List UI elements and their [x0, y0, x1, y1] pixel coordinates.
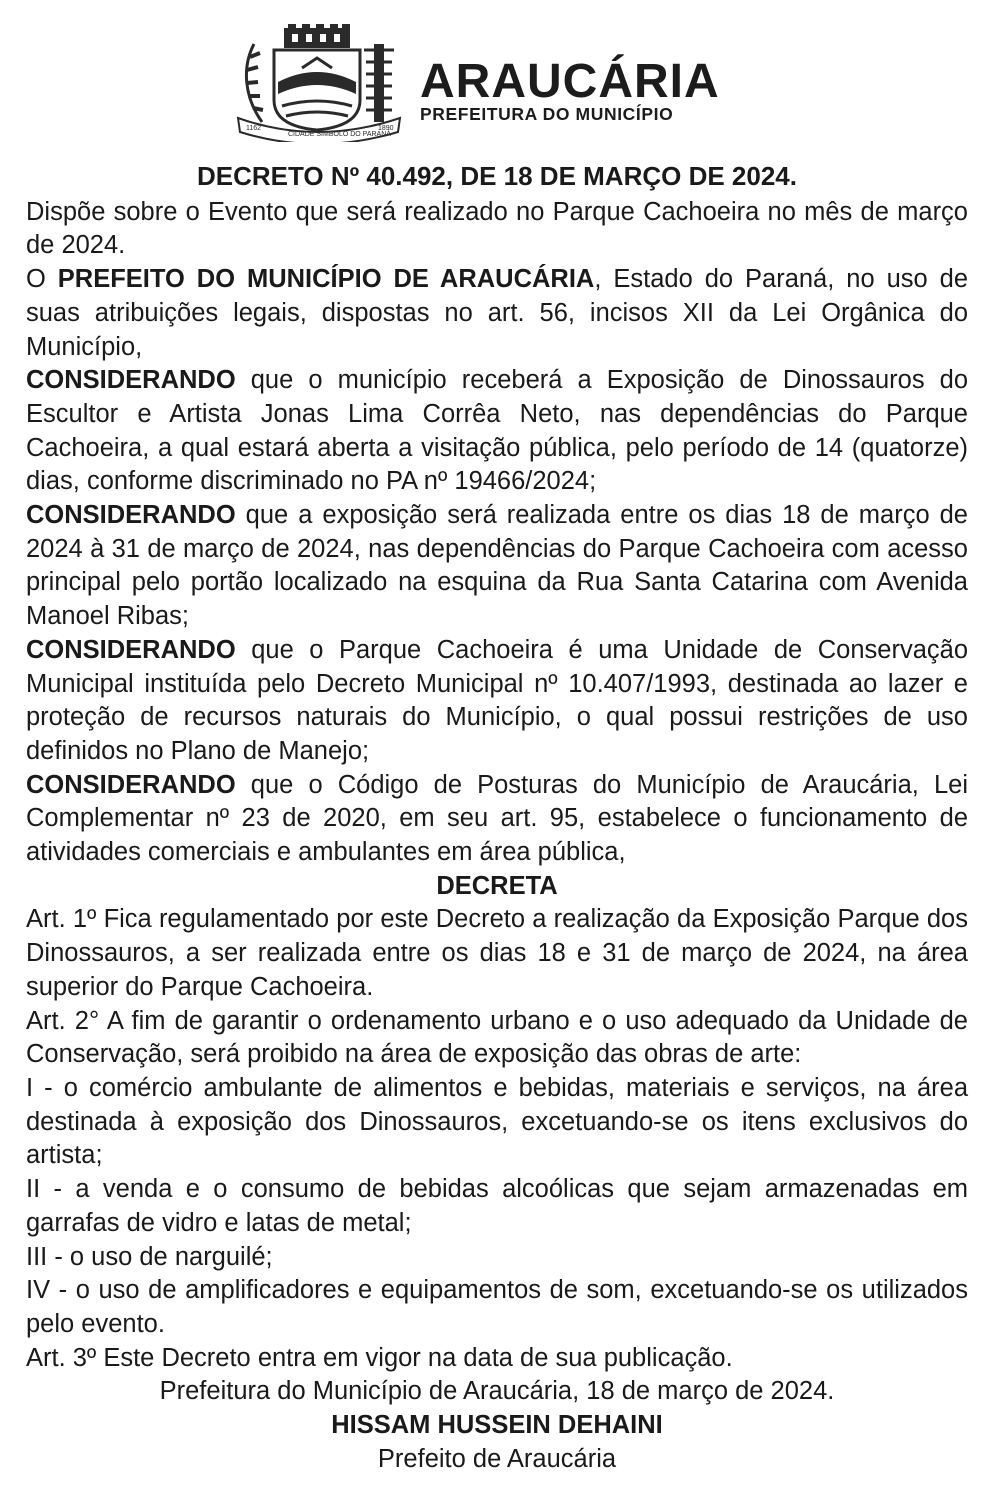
brand-block [420, 55, 720, 124]
signatory-role: Prefeito de Araucária [377, 1444, 617, 1473]
decree-title: DECRETO Nº 40.492, DE 18 DE MARÇO DE 2024. [196, 161, 797, 191]
crest-motto: CIDADE SÍMBOLO DO PARANÁ [288, 131, 391, 138]
article-2-item-2: II - a venda e o consumo de bebidas alcoólicas que sejam armazenadas em garrafas de vidro e latas de metal; [26, 1175, 968, 1237]
considerando-text: que o Código de Posturas do Município de Araucária, Lei Complementar nº 23 de 2020, em seu art. 95, estabelece o funcionamento de atividades comerciais e ambulantes em área pública, [26, 770, 968, 867]
decreta-heading: DECRETA [436, 871, 558, 900]
signatory-name: HISSAM HUSSEIN DEHAINI [331, 1411, 663, 1440]
considerando-1 [26, 364, 968, 499]
article-2-item-3: III - o uso de narguilé; [26, 1242, 273, 1271]
municipal-crest-logo [232, 22, 407, 142]
considerando-text: que a exposição será realizada entre os dias 18 de março de 2024 à 31 de março de 2024, nas dependências do Parque Cachoeira com acesso principal pelo portão localizado na esquina da Rua Santa Catarina com Avenida Manoel Ribas; [26, 501, 968, 631]
page-header [232, 22, 772, 144]
considerando-text: que o Parque Cachoeira é uma Unidade de Conservação Municipal instituída pelo Decreto Municipal nº 10.407/1993, destinada ao lazer e proteção de recursos naturais do Município, o qual possui restrições de uso definidos no Plano de Manejo; [26, 635, 968, 765]
brand-name: ARAUCÁRIA [420, 55, 720, 108]
considerando-text: que o município receberá a Exposição de Dinossauros do Escultor e Artista Jonas Lima Corrêa Neto, nas dependências do Parque Cachoeira, a qual estará aberta a visitação pública, pelo período de 14 (quatorze) dias, conforme discriminado no PA nº 19466/2024; [26, 366, 968, 496]
article-2-item-1: I - o comércio ambulante de alimentos e bebidas, materiais e serviços, na área destinada à exposição dos Dinossauros, excetuando-se os itens exclusivos do artista; [26, 1073, 968, 1170]
article-3: Art. 3º Este Decreto entra em vigor na data de sua publicação. [26, 1343, 733, 1372]
article-2-item-4: IV - o uso de amplificadores e equipamentos de som, excetuando-se os utilizados pelo evento. [26, 1276, 968, 1338]
preamble-text: , Estado do Paraná, no uso de suas atribuições legais, dispostas no art. 56, incisos XII da Lei Orgânica do Município, [26, 265, 968, 361]
article-1: Art. 1º Fica regulamentado por este Decreto a realização da Exposição Parque dos Dinossauros, a ser realizada entre os dias 18 e 31 de março de 2024, na área superior do Parque Cachoeira. [26, 905, 968, 1001]
crest-year-right: 1890 [378, 125, 394, 132]
place-date: Prefeitura do Município de Araucária, 18 de março de 2024. [159, 1377, 835, 1406]
preamble-prefix: O [26, 265, 58, 294]
considerando-4 [26, 769, 968, 870]
considerando-label: CONSIDERANDO [26, 366, 236, 395]
brand-subtitle: PREFEITURA DO MUNICÍPIO [420, 104, 674, 124]
decree-summary: Dispõe sobre o Evento que será realizado no Parque Cachoeira no mês de março de 2024. [26, 197, 968, 260]
preamble-authority: PREFEITO DO MUNICÍPIO DE ARAUCÁRIA [57, 265, 595, 294]
considerando-label: CONSIDERANDO [26, 635, 236, 664]
considerando-label: CONSIDERANDO [26, 770, 236, 799]
article-2: Art. 2° A fim de garantir o ordenamento urbano e o uso adequado da Unidade de Conservação, será proibido na área de exposição das obras de arte: [26, 1006, 968, 1069]
considerando-3 [26, 634, 968, 769]
decree-preamble [26, 263, 968, 364]
decree-document [26, 160, 968, 1476]
considerando-label: CONSIDERANDO [26, 501, 236, 530]
considerando-2 [26, 499, 968, 634]
crest-year-left: 1162 [246, 125, 262, 132]
